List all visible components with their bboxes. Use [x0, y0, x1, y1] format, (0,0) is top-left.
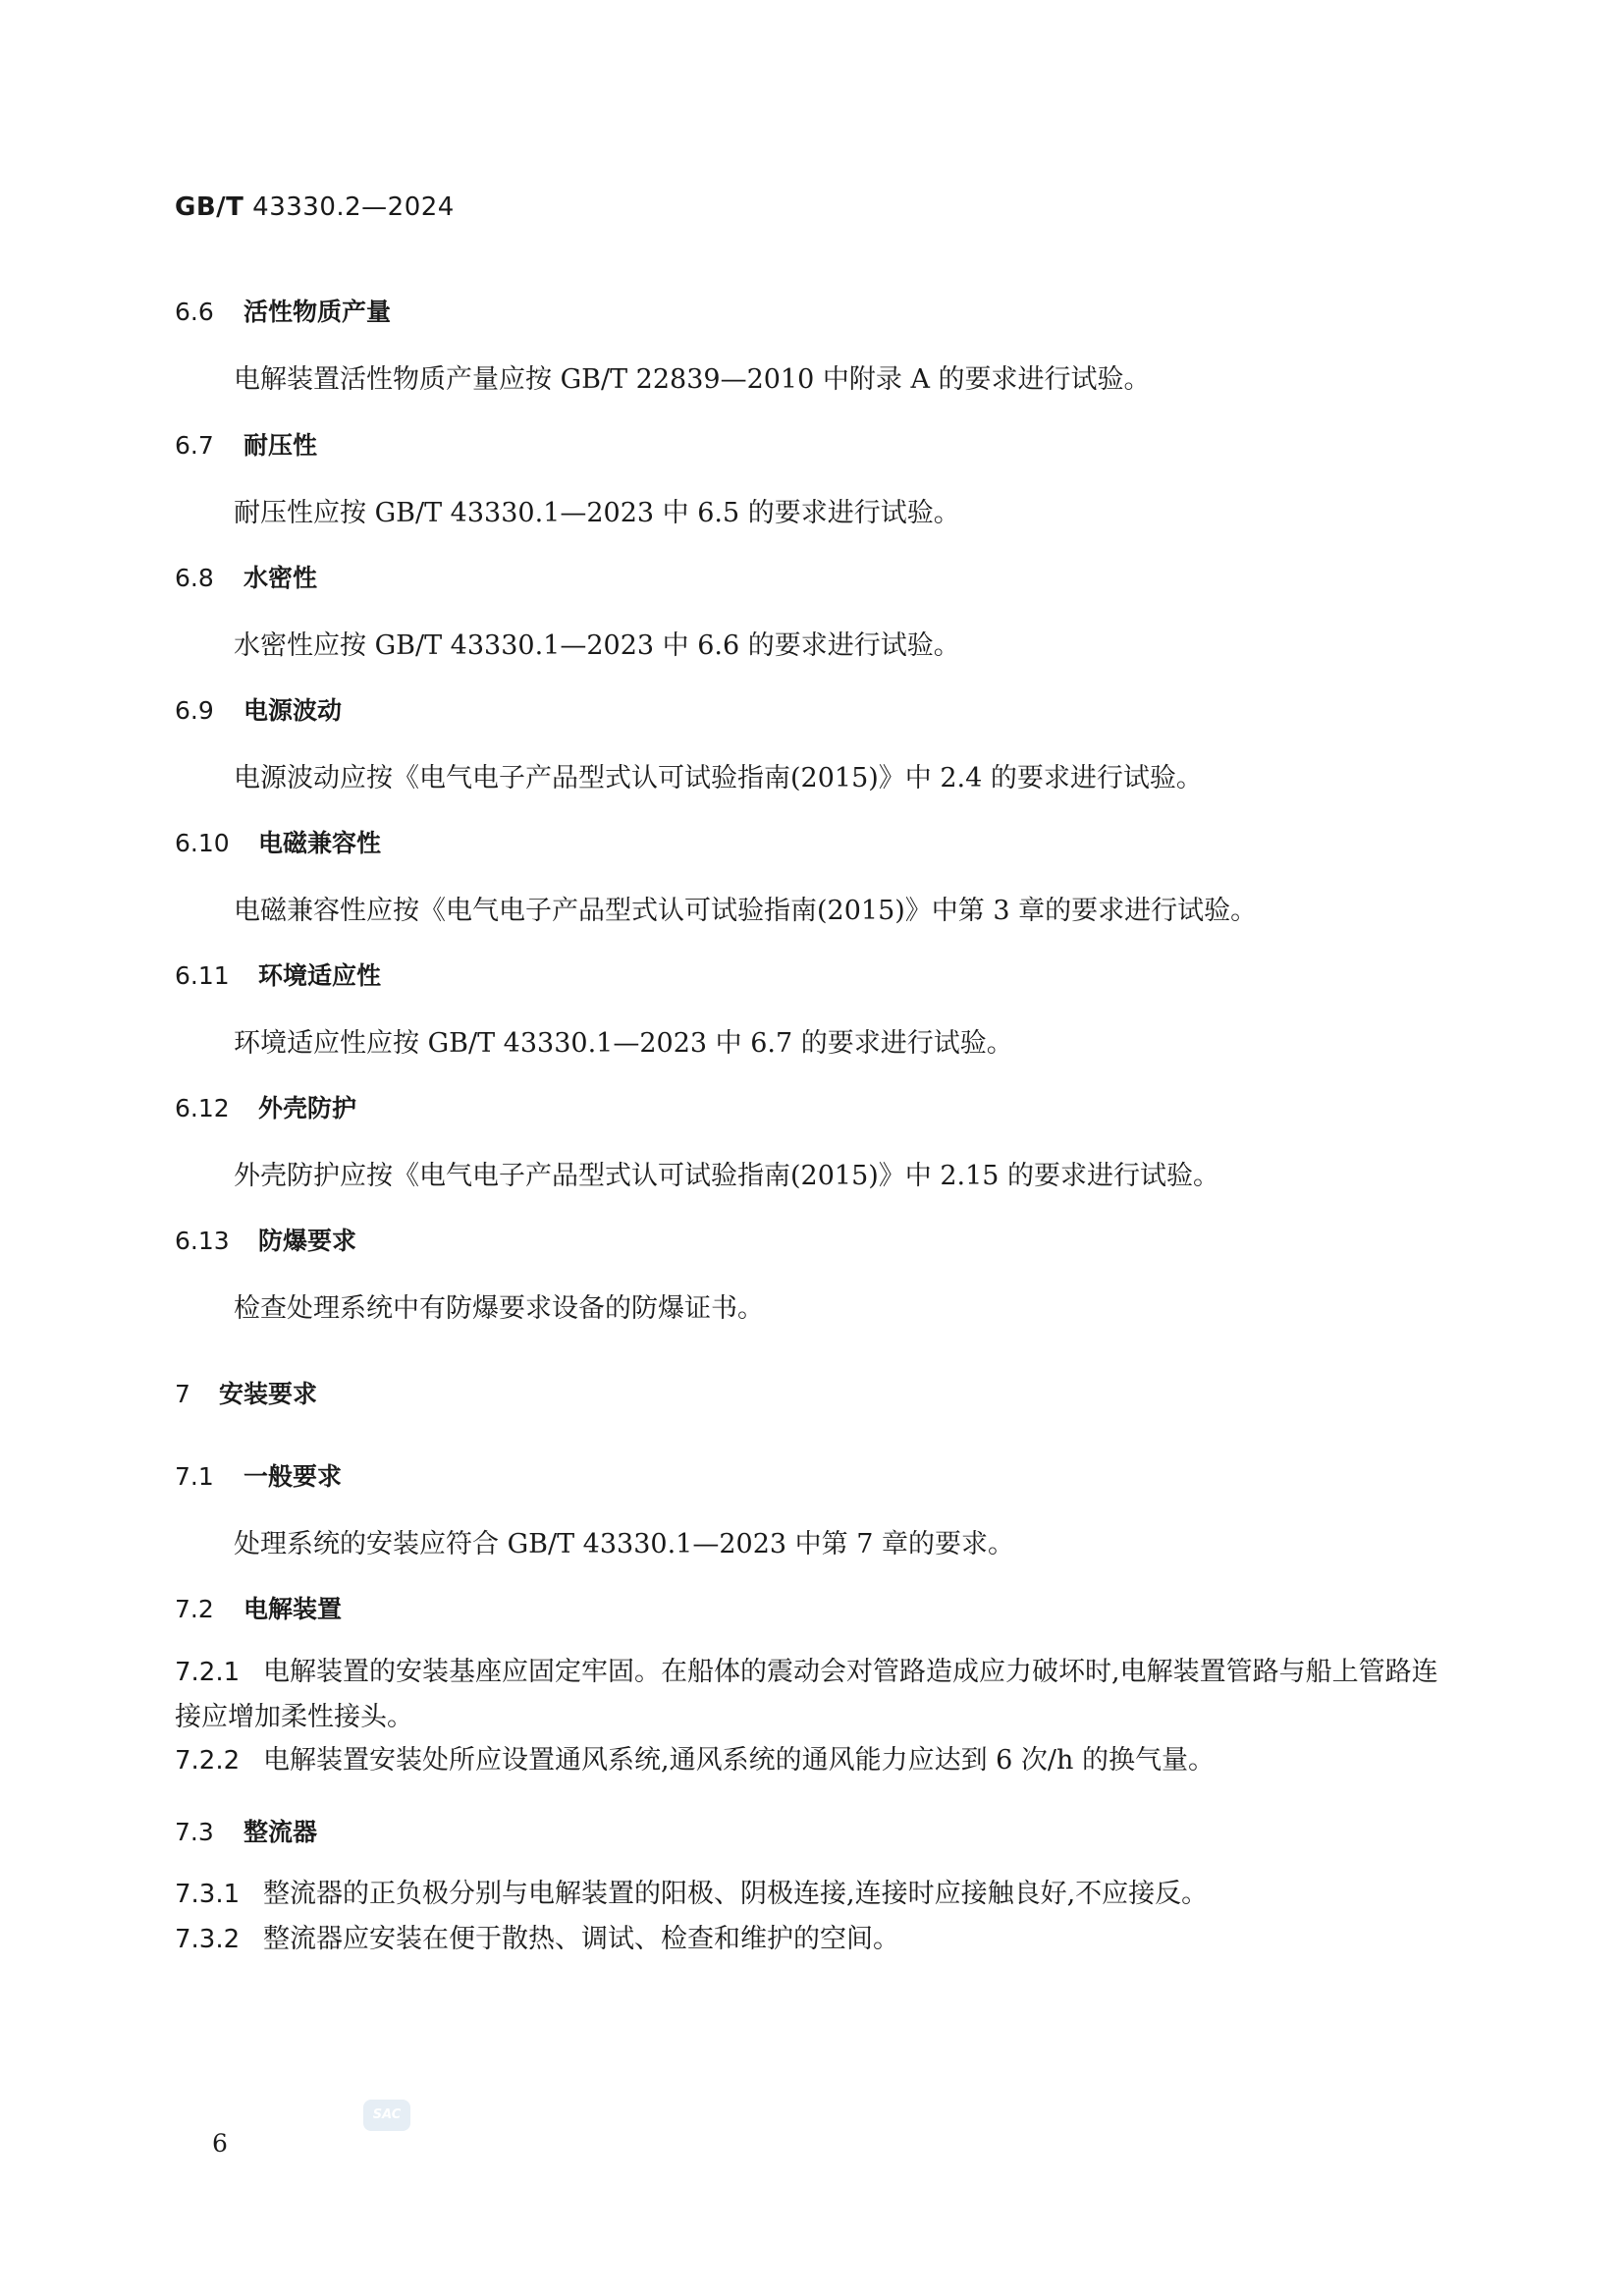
clause-text: 电解装置的安装基座应固定牢固。在船体的震动会对管路造成应力破坏时,电解装置管路与船上管路连接应增加柔性接头。: [175, 1657, 1438, 1732]
section-number: 6.10: [175, 829, 230, 857]
section-body-6-7: 耐压性应按 GB/T 43330.1—2023 中 6.5 的要求进行试验。: [234, 498, 960, 528]
standard-code-header: [175, 192, 455, 222]
section-title: 防爆要求: [258, 1227, 357, 1255]
section-heading-7-1: [175, 1457, 342, 1493]
clause-7-3-1: [175, 1872, 1451, 1917]
section-number: 6.9: [175, 696, 214, 725]
section-title: 外壳防护: [258, 1094, 357, 1122]
section-number: 6.7: [175, 431, 214, 460]
chapter-title: 安装要求: [219, 1380, 318, 1408]
section-number: 6.11: [175, 961, 230, 990]
clause-7-3-2: [175, 1917, 1451, 1962]
section-heading-6-9: [175, 691, 342, 727]
section-number: 6.8: [175, 564, 214, 592]
standard-prefix: GB/T: [175, 192, 244, 222]
section-title: 环境适应性: [258, 961, 382, 990]
section-body-6-12: 外壳防护应按《电气电子产品型式认可试验指南(2015)》中 2.15 的要求进行试验。: [234, 1161, 1220, 1191]
section-body-6-13: 检查处理系统中有防爆要求设备的防爆证书。: [234, 1293, 764, 1324]
section-body-6-10: 电磁兼容性应按《电气电子产品型式认可试验指南(2015)》中第 3 章的要求进行试验。: [234, 896, 1258, 926]
clause-7-2-2: [175, 1738, 1451, 1783]
clause-text: 电解装置安装处所应设置通风系统,通风系统的通风能力应达到 6 次/h 的换气量。: [263, 1745, 1215, 1776]
section-number: 6.13: [175, 1227, 230, 1255]
section-title: 整流器: [243, 1818, 318, 1846]
section-number: 6.12: [175, 1094, 230, 1122]
section-body-6-9: 电源波动应按《电气电子产品型式认可试验指南(2015)》中 2.4 的要求进行试验。: [234, 763, 1203, 793]
clause-number: 7.2.1: [175, 1658, 241, 1687]
section-title: 水密性: [243, 564, 318, 592]
standard-number: 43330.2—2024: [252, 192, 455, 222]
section-title: 耐压性: [243, 431, 318, 460]
clause-number: 7.3.1: [175, 1880, 241, 1909]
section-heading-6-7: [175, 426, 317, 462]
section-heading-6-11: [175, 957, 381, 992]
clause-text: 整流器的正负极分别与电解装置的阳极、阴极连接,连接时应接触良好,不应接反。: [263, 1879, 1209, 1909]
section-heading-6-6: [175, 293, 391, 328]
section-heading-7-2: [175, 1590, 342, 1625]
section-body-6-11: 环境适应性应按 GB/T 43330.1—2023 中 6.7 的要求进行试验。: [234, 1028, 1013, 1059]
section-number: 6.6: [175, 298, 214, 326]
section-heading-6-8: [175, 559, 317, 594]
section-number: 7.3: [175, 1818, 214, 1846]
section-number: 7.1: [175, 1462, 214, 1491]
clause-number: 7.2.2: [175, 1746, 241, 1776]
sac-watermark-logo: SAC: [363, 2100, 410, 2131]
clause-number: 7.3.2: [175, 1925, 241, 1954]
section-body-7-1: 处理系统的安装应符合 GB/T 43330.1—2023 中第 7 章的要求。: [234, 1529, 1014, 1559]
clause-text: 整流器应安装在便于散热、调试、检查和维护的空间。: [263, 1924, 899, 1954]
page-number: 6: [212, 2129, 228, 2158]
section-body-6-8: 水密性应按 GB/T 43330.1—2023 中 6.6 的要求进行试验。: [234, 630, 960, 661]
section-number: 7.2: [175, 1595, 214, 1623]
section-body-6-6: 电解装置活性物质产量应按 GB/T 22839—2010 中附录 A 的要求进行试验。: [234, 364, 1151, 395]
section-title: 电源波动: [243, 696, 343, 725]
section-heading-6-10: [175, 824, 381, 859]
clause-7-2-1: [175, 1650, 1451, 1740]
section-heading-7-3: [175, 1813, 317, 1848]
chapter-heading-7: [175, 1375, 317, 1410]
section-title: 一般要求: [243, 1462, 343, 1491]
section-title: 活性物质产量: [243, 298, 392, 326]
section-heading-6-12: [175, 1089, 356, 1124]
section-heading-6-13: [175, 1222, 356, 1257]
chapter-number: 7: [175, 1380, 190, 1408]
section-title: 电磁兼容性: [258, 829, 382, 857]
section-title: 电解装置: [243, 1595, 343, 1623]
